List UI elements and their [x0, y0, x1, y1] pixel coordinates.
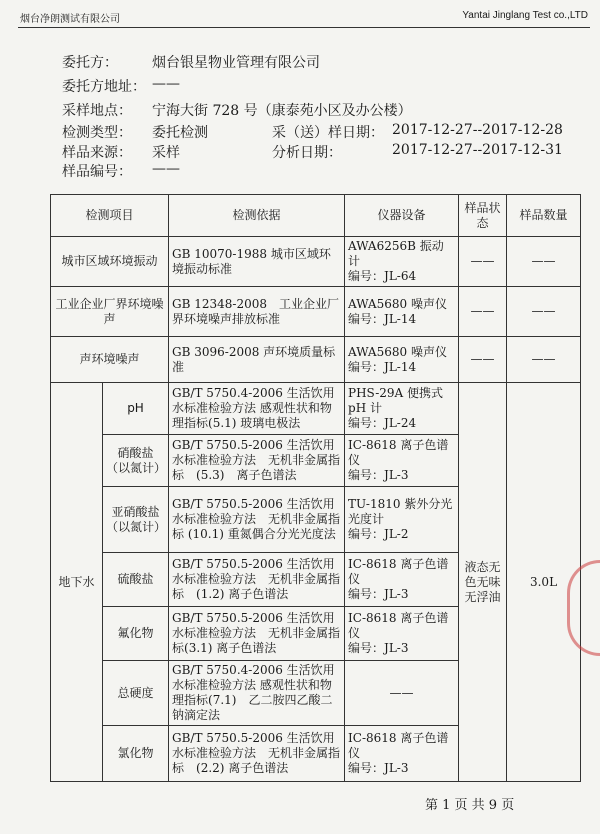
- type-row: [62, 122, 208, 142]
- header-rule: [18, 27, 590, 28]
- row-equipment: IC-8618 离子色谱仪 编号：JL-3: [345, 435, 459, 487]
- row-basis: GB/T 5750.4-2006 生活饮用水标准检验方法 感观性状和物理指标(7.1) 乙二胺四乙酸二钠滴定法: [169, 661, 345, 726]
- table-row: [51, 287, 581, 337]
- row-item: 亚硝酸盐（以氮计）: [103, 487, 169, 553]
- row-state: ——: [459, 337, 507, 383]
- table-header-row: [51, 195, 581, 237]
- row-equipment: ——: [345, 661, 459, 726]
- source-row: [62, 142, 180, 162]
- site-value: 宁海大街 728 号（康泰苑小区及办公楼）: [152, 103, 412, 119]
- analysis-date-label: 分析日期：: [272, 145, 342, 161]
- row-item: 城市区域环境振动: [51, 237, 169, 287]
- row-basis: GB 3096-2008 声环境质量标准: [169, 337, 345, 383]
- address-label: 委托方地址：: [62, 79, 146, 95]
- row-equipment: AWA5680 噪声仪 编号：JL-14: [345, 337, 459, 383]
- row-qty: ——: [507, 337, 581, 383]
- source-label: 样品来源：: [62, 145, 132, 161]
- row-equipment: AWA6256B 振动计 编号：JL-64: [345, 237, 459, 287]
- sample-date-value: 2017-12-27--2017-12-28: [392, 122, 563, 138]
- row-basis: GB/T 5750.5-2006 生活饮用水标准检验方法 无机非金属指标 (1.2) 离子色谱法: [169, 553, 345, 607]
- row-basis: GB/T 5750.4-2006 生活饮用水标准检验方法 感观性状和物理指标(5.1) 玻璃电极法: [169, 383, 345, 435]
- client-value: 烟台银星物业管理有限公司: [152, 55, 320, 71]
- row-item: 总硬度: [103, 661, 169, 726]
- groundwater-qty: 3.0L: [507, 383, 581, 782]
- type-label: 检测类型：: [62, 125, 132, 141]
- row-equipment: TU-1810 紫外分光光度计 编号：JL-2: [345, 487, 459, 553]
- row-basis: GB 10070-1988 城市区域环境振动标准: [169, 237, 345, 287]
- groundwater-group: 地下水: [51, 383, 103, 782]
- sample-date-label: 采（送）样日期：: [272, 125, 384, 141]
- row-basis: GB/T 5750.5-2006 生活饮用水标准检验方法 无机非金属指标(3.1) 离子色谱法: [169, 607, 345, 661]
- table-row: [51, 337, 581, 383]
- row-basis: GB/T 5750.5-2006 生活饮用水标准检验方法 无机非金属指标 (5.3) 离子色谱法: [169, 435, 345, 487]
- row-item: 氯化物: [103, 726, 169, 782]
- header-company-en: Yantai Jinglang Test co.,LTD: [462, 10, 588, 21]
- header-state: 样品状态: [459, 195, 507, 237]
- row-basis: GB/T 5750.5-2006 生活饮用水标准检验方法 无机非金属指标 (10.1) 重氮偶合分光光度法: [169, 487, 345, 553]
- address-value: ——: [152, 76, 180, 92]
- row-item: 工业企业厂界环境噪声: [51, 287, 169, 337]
- row-item: 硫酸盐: [103, 553, 169, 607]
- address-row: [62, 76, 180, 96]
- type-value: 委托检测: [152, 125, 208, 141]
- site-label: 采样地点：: [62, 103, 132, 119]
- row-equipment: IC-8618 离子色谱仪 编号：JL-3: [345, 553, 459, 607]
- analysis-date-value: 2017-12-27--2017-12-31: [392, 142, 563, 158]
- header-equipment: 仪器设备: [345, 195, 459, 237]
- groundwater-state: 液态无色无味无浮油: [459, 383, 507, 782]
- row-item: pH: [103, 383, 169, 435]
- row-state: ——: [459, 287, 507, 337]
- page-number: 第 1 页 共 9 页: [425, 798, 515, 813]
- row-equipment: AWA5680 噪声仪 编号：JL-14: [345, 287, 459, 337]
- sample-no-label: 样品编号：: [62, 164, 132, 180]
- row-equipment: IC-8618 离子色谱仪 编号：JL-3: [345, 607, 459, 661]
- header-company-cn: 烟台净朗测试有限公司: [20, 14, 120, 25]
- client-label: 委托方：: [62, 55, 118, 71]
- row-equipment: PHS-29A 便携式 pH 计 编号：JL-24: [345, 383, 459, 435]
- sample-no-value: ——: [152, 161, 180, 177]
- row-item: 氟化物: [103, 607, 169, 661]
- row-qty: ——: [507, 287, 581, 337]
- table-row: [51, 383, 581, 435]
- source-value: 采样: [152, 145, 180, 161]
- test-items-table: [50, 194, 581, 782]
- table-row: [51, 237, 581, 287]
- row-equipment: IC-8618 离子色谱仪 编号：JL-3: [345, 726, 459, 782]
- row-state: ——: [459, 237, 507, 287]
- company-seal-stamp: [567, 560, 600, 656]
- header-basis: 检测依据: [169, 195, 345, 237]
- header-qty: 样品数量: [507, 195, 581, 237]
- site-row: [62, 100, 412, 120]
- header-item: 检测项目: [51, 195, 169, 237]
- row-basis: GB/T 5750.5-2006 生活饮用水标准检验方法 无机非金属指标 (2.2) 离子色谱法: [169, 726, 345, 782]
- row-item: 硝酸盐（以氮计）: [103, 435, 169, 487]
- sample-no-row: [62, 161, 180, 181]
- row-item: 声环境噪声: [51, 337, 169, 383]
- row-basis: GB 12348-2008 工业企业厂界环境噪声排放标准: [169, 287, 345, 337]
- client-row: [62, 52, 320, 72]
- row-qty: ——: [507, 237, 581, 287]
